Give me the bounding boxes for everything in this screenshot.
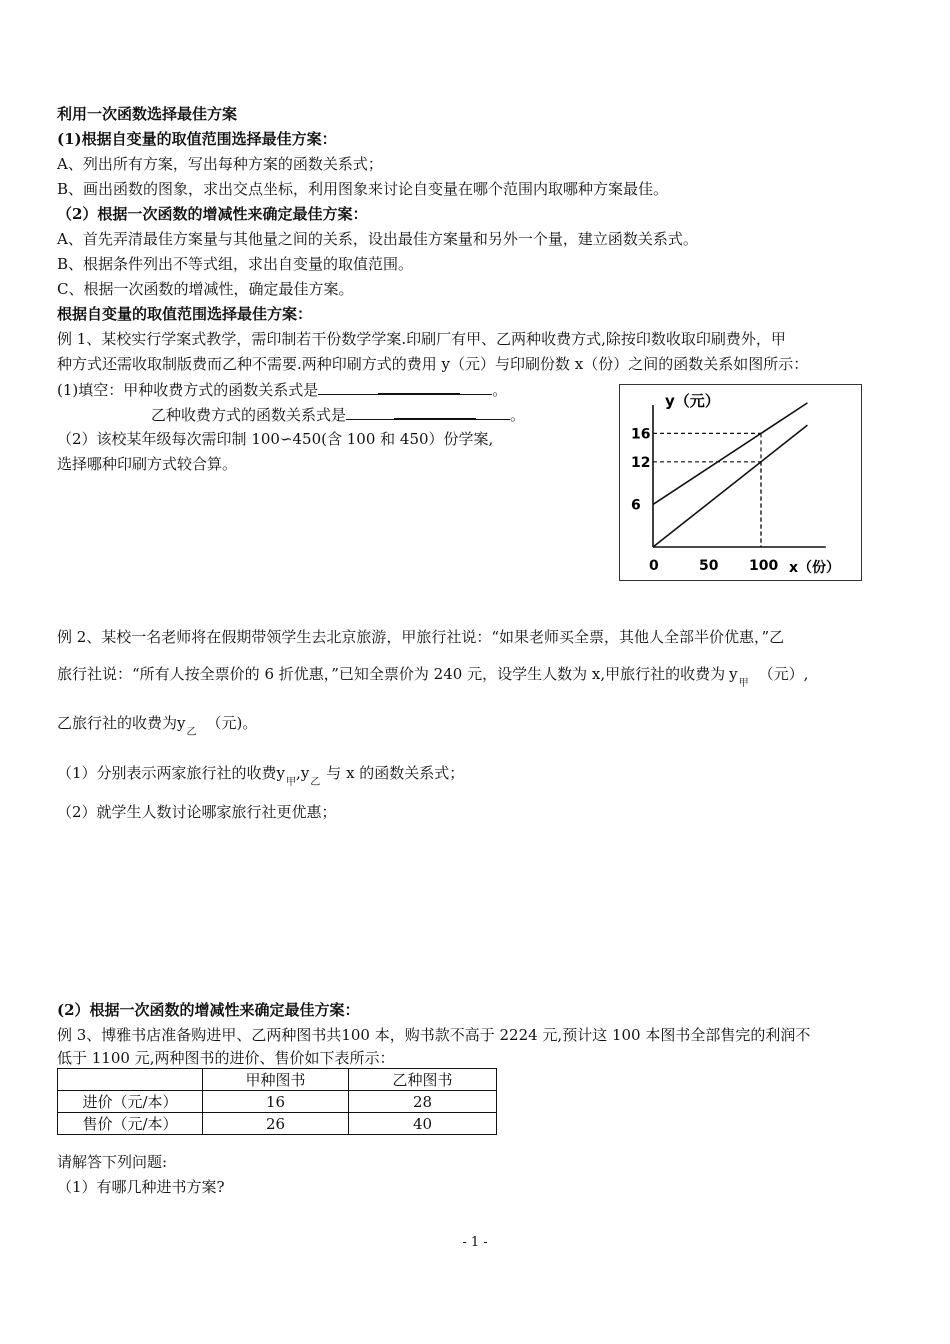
section1-step-b: B、画出函数的图象，求出交点坐标，利用图象来讨论自变量在哪个范围内取哪种方案最佳。 — [57, 180, 669, 198]
y-tick-label: 6 — [631, 497, 641, 514]
example2-line1: 例 2、某校一名老师将在假期带领学生去北京旅游，甲旅行社说：“如果老师买全票，其他人全部半价优惠，”乙 — [57, 628, 785, 646]
unit-yuan: （元)。 — [206, 714, 258, 732]
table-cell: 16 — [203, 1091, 349, 1113]
unit-yuan: （元）, — [758, 665, 809, 683]
x-tick-label: 100 — [749, 558, 779, 574]
x-axis-label: x（份） — [789, 560, 841, 576]
example2-q1-tail: 与 x 的函数关系式； — [326, 764, 465, 782]
comma: , — [296, 764, 301, 782]
example1-q1-jia-text: (1)填空：甲种收费方式的函数关系式是 — [57, 381, 319, 399]
y-jia-symbol: $y_甲$ — [729, 665, 749, 689]
table-row — [58, 1113, 497, 1135]
example2-q1-text: （1）分别表示两家旅行社的收费 — [57, 764, 277, 782]
answer-blank-jia[interactable] — [378, 379, 460, 395]
x-tick-label: 50 — [699, 558, 719, 574]
y-jia-symbol: $y_甲$ — [276, 764, 297, 788]
y-axis-label: y（元） — [665, 392, 720, 410]
y-yi-symbol: $y_乙$ — [177, 714, 197, 738]
period: 。 — [510, 406, 526, 424]
example1-q2-line1: （2）该校某年级每次需印制 100∽450(含 100 和 450）份学案, — [57, 430, 494, 448]
example2-q2: （2）就学生人数讨论哪家旅行社更优惠； — [57, 803, 337, 821]
answer-blank-yi[interactable] — [394, 404, 476, 420]
example2-line2-text: 旅行社说：“所有人按全票价的 6 折优惠，”已知全票价为 240 元，设学生人数为 x,甲旅行社的收费为 — [57, 665, 726, 683]
table-cell: 40 — [349, 1113, 497, 1135]
example3-prompt: 请解答下列问题: — [57, 1153, 168, 1171]
table-cell: 进价（元/本） — [58, 1091, 203, 1113]
blank-line — [476, 405, 510, 420]
table-header-cell: 甲种图书 — [203, 1069, 349, 1091]
y-tick-label: 16 — [631, 426, 651, 443]
table-header-cell — [58, 1069, 203, 1091]
section2-heading: （2）根据一次函数的增减性来确定最佳方案： — [57, 205, 368, 223]
example1-line1: 例 1、某校实行学案式教学，需印制若干份数学学案.印刷厂有甲、乙两种收费方式,除按印数收取印刷费外，甲 — [57, 330, 786, 348]
period: 。 — [492, 381, 508, 399]
example2-line3-text: 乙旅行社的收费为 — [57, 714, 178, 732]
section1-step-a: A、列出所有方案，写出每种方案的函数关系式； — [57, 155, 383, 173]
blank-line — [318, 380, 378, 395]
table-header-cell: 乙种图书 — [349, 1069, 497, 1091]
table-header-row — [58, 1069, 497, 1091]
x-tick-label: 0 — [649, 558, 659, 574]
book-price-table — [57, 1068, 497, 1135]
blank-line — [346, 405, 394, 420]
example3-line1: 例 3、博雅书店准备购进甲、乙两种图书共100 本，购书款不高于 2224 元,预计这 100 本图书全部售完的利润不 — [57, 1026, 811, 1044]
example1-q2-line2: 选择哪种印刷方式较合算。 — [57, 455, 238, 473]
y-tick-label: 12 — [631, 454, 651, 471]
table-row — [58, 1091, 497, 1113]
chart-frame — [620, 385, 862, 581]
example3-q1: （1）有哪几种进书方案? — [57, 1178, 225, 1196]
example2-line3 — [57, 713, 257, 736]
section2-step-b: B、根据条件列出不等式组，求出自变量的取值范围。 — [57, 255, 414, 273]
example1-q1-yi-text: 乙种收费方式的函数关系式是 — [151, 406, 347, 424]
page-number: - 1 - — [462, 1235, 488, 1250]
example2-line2 — [57, 664, 808, 687]
example1-q1-yi — [151, 404, 525, 425]
example2-q1 — [57, 763, 464, 786]
part1-heading: 根据自变量的取值范围选择最佳方案： — [57, 305, 313, 323]
section2-step-a: A、首先弄清最佳方案量与其他量之间的关系，设出最佳方案量和另外一个量，建立函数关系式。 — [57, 230, 698, 248]
table-cell: 28 — [349, 1091, 497, 1113]
y-yi-symbol: $y_乙$ — [300, 764, 321, 788]
example1-q1-jia — [57, 379, 507, 400]
table-cell: 26 — [203, 1113, 349, 1135]
blank-line — [460, 380, 492, 395]
part2-heading: (2）根据一次函数的增减性来确定最佳方案： — [57, 1001, 360, 1019]
example3-line2: 低于 1100 元,两种图书的进价、售价如下表所示： — [57, 1049, 395, 1067]
section2-step-c: C、根据一次函数的增减性，确定最佳方案。 — [57, 280, 354, 298]
page-title: 利用一次函数选择最佳方案 — [57, 105, 238, 123]
example1-line2: 种方式还需收取制版费而乙种不需要.两种印刷方式的费用 y（元）与印刷份数 x（份）之间的函数关系如图所示： — [57, 355, 809, 373]
section1-heading: (1)根据自变量的取值范围选择最佳方案： — [57, 130, 337, 148]
table-cell: 售价（元/本） — [58, 1113, 203, 1135]
cost-function-chart — [619, 384, 862, 581]
